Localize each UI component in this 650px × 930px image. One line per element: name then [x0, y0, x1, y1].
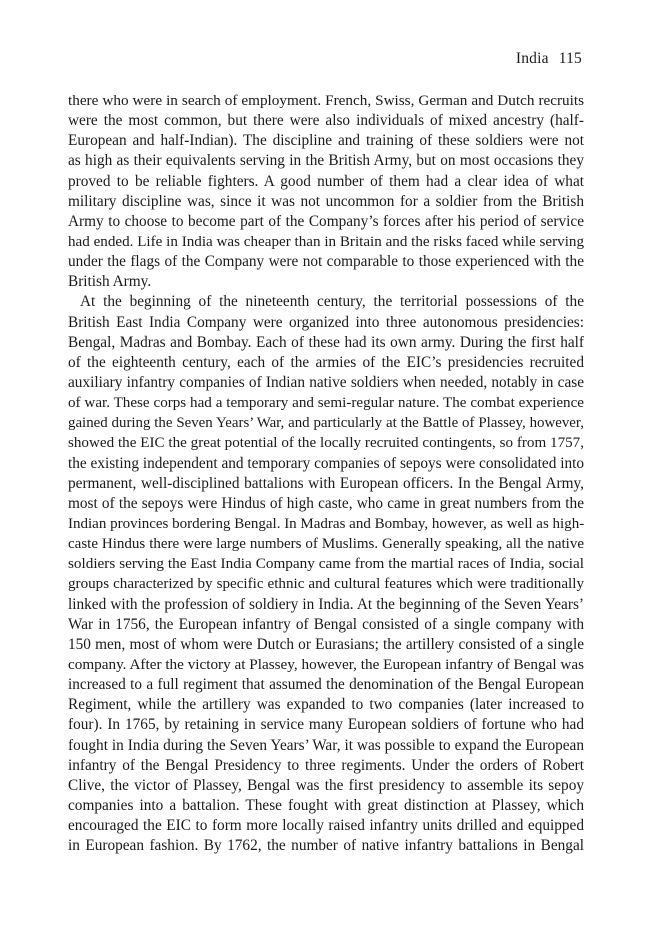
page-number: 115 [558, 50, 582, 67]
text-line: were the most common, but there were also individuals of mixed ancestry (half- [68, 112, 584, 130]
text-line: British East India Company were organized into three autonomous presidencies: [68, 313, 584, 331]
text-line: soldiers serving the East India Company came from the martial races of India, social [68, 555, 584, 573]
text-line: companies into a battalion. These fought with great distinction at Plassey, which [68, 796, 584, 814]
text-line: War in 1756, the European infantry of Bengal consisted of a single company with [68, 615, 584, 633]
text-line: company. After the victory at Plassey, however, the European infantry of Bengal was [68, 655, 584, 673]
text-line: proved to be reliable fighters. A good number of them had a clear idea of what [68, 172, 584, 190]
text-line: Clive, the victor of Plassey, Bengal was the first presidency to assemble its sepoy [68, 776, 584, 794]
text-line: groups characterized by specific ethnic and cultural features which were traditionally [68, 576, 584, 593]
text-line: permanent, well-disciplined battalions with European officers. In the Bengal Army, [68, 474, 584, 492]
text-line: under the flags of the Company were not comparable to those experienced with the [68, 253, 584, 271]
text-line: Regiment, while the artillery was expanded to two companies (later increased to [68, 696, 584, 714]
text-line: 150 men, most of whom were Dutch or Eurasians; the artillery consisted of a single [68, 635, 584, 653]
text-line: Indian provinces bordering Bengal. In Madras and Bombay, however, as well as high- [68, 515, 585, 532]
text-line: increased to a full regiment that assumed the denomination of the Bengal European [68, 676, 584, 694]
text-line: At the beginning of the nineteenth century, the territorial possessions of the [80, 293, 584, 311]
text-line: Bengal, Madras and Bombay. Each of these had its own army. During the first half [68, 333, 584, 351]
text-line: had ended. Life in India was cheaper than in Britain and the risks faced while serving [68, 233, 584, 250]
paragraph-2 [68, 292, 584, 856]
text-line: caste Hindus there were large numbers of Muslims. Generally speaking, all the native [68, 536, 584, 553]
text-line: as high as their equivalents serving in the British Army, but on most occasions they [68, 152, 584, 170]
text-line: most of the sepoys were Hindus of high caste, who came in great numbers from the [68, 494, 584, 512]
text-line: of war. These corps had a temporary and semi-regular nature. The combat experience [68, 395, 584, 412]
running-head [516, 50, 582, 68]
text-line: European and half-Indian). The discipline and training of these soldiers were not [68, 132, 584, 150]
text-line: British Army. [68, 273, 152, 291]
text-line: military discipline was, since it was not uncommon for a soldier from the British [68, 192, 584, 210]
text-line: gained during the Seven Years’ War, and particularly at the Battle of Plassey, however, [68, 415, 584, 432]
body-text [68, 91, 584, 856]
text-line: auxiliary infantry companies of Indian native soldiers when needed, notably in case [68, 373, 584, 391]
text-line: encouraged the EIC to form more locally raised infantry units drilled and equipped [68, 817, 584, 835]
text-line: linked with the profession of soldiery in India. At the beginning of the Seven Years’ [68, 595, 584, 613]
running-head-section: India [515, 50, 549, 67]
text-line: showed the EIC the great potential of the locally recruited contingents, so from 1757, [68, 435, 584, 452]
text-line: the existing independent and temporary companies of sepoys were consolidated into [68, 454, 584, 472]
text-line: of the eighteenth century, each of the armies of the EIC’s presidencies recruited [68, 353, 584, 371]
text-line: in European fashion. By 1762, the number of native infantry battalions in Bengal [68, 837, 584, 855]
text-line: Army to choose to become part of the Company’s forces after his period of service [68, 212, 584, 230]
paragraph-1 [68, 91, 584, 292]
text-line: fought in India during the Seven Years’ War, it was possible to expand the European [68, 736, 584, 754]
text-line: four). In 1765, by retaining in service many European soldiers of fortune who had [68, 716, 584, 734]
text-line: infantry of the Bengal Presidency to three regiments. Under the orders of Robert [68, 756, 584, 774]
text-line: there who were in search of employment. French, Swiss, German and Dutch recruits [68, 92, 584, 109]
